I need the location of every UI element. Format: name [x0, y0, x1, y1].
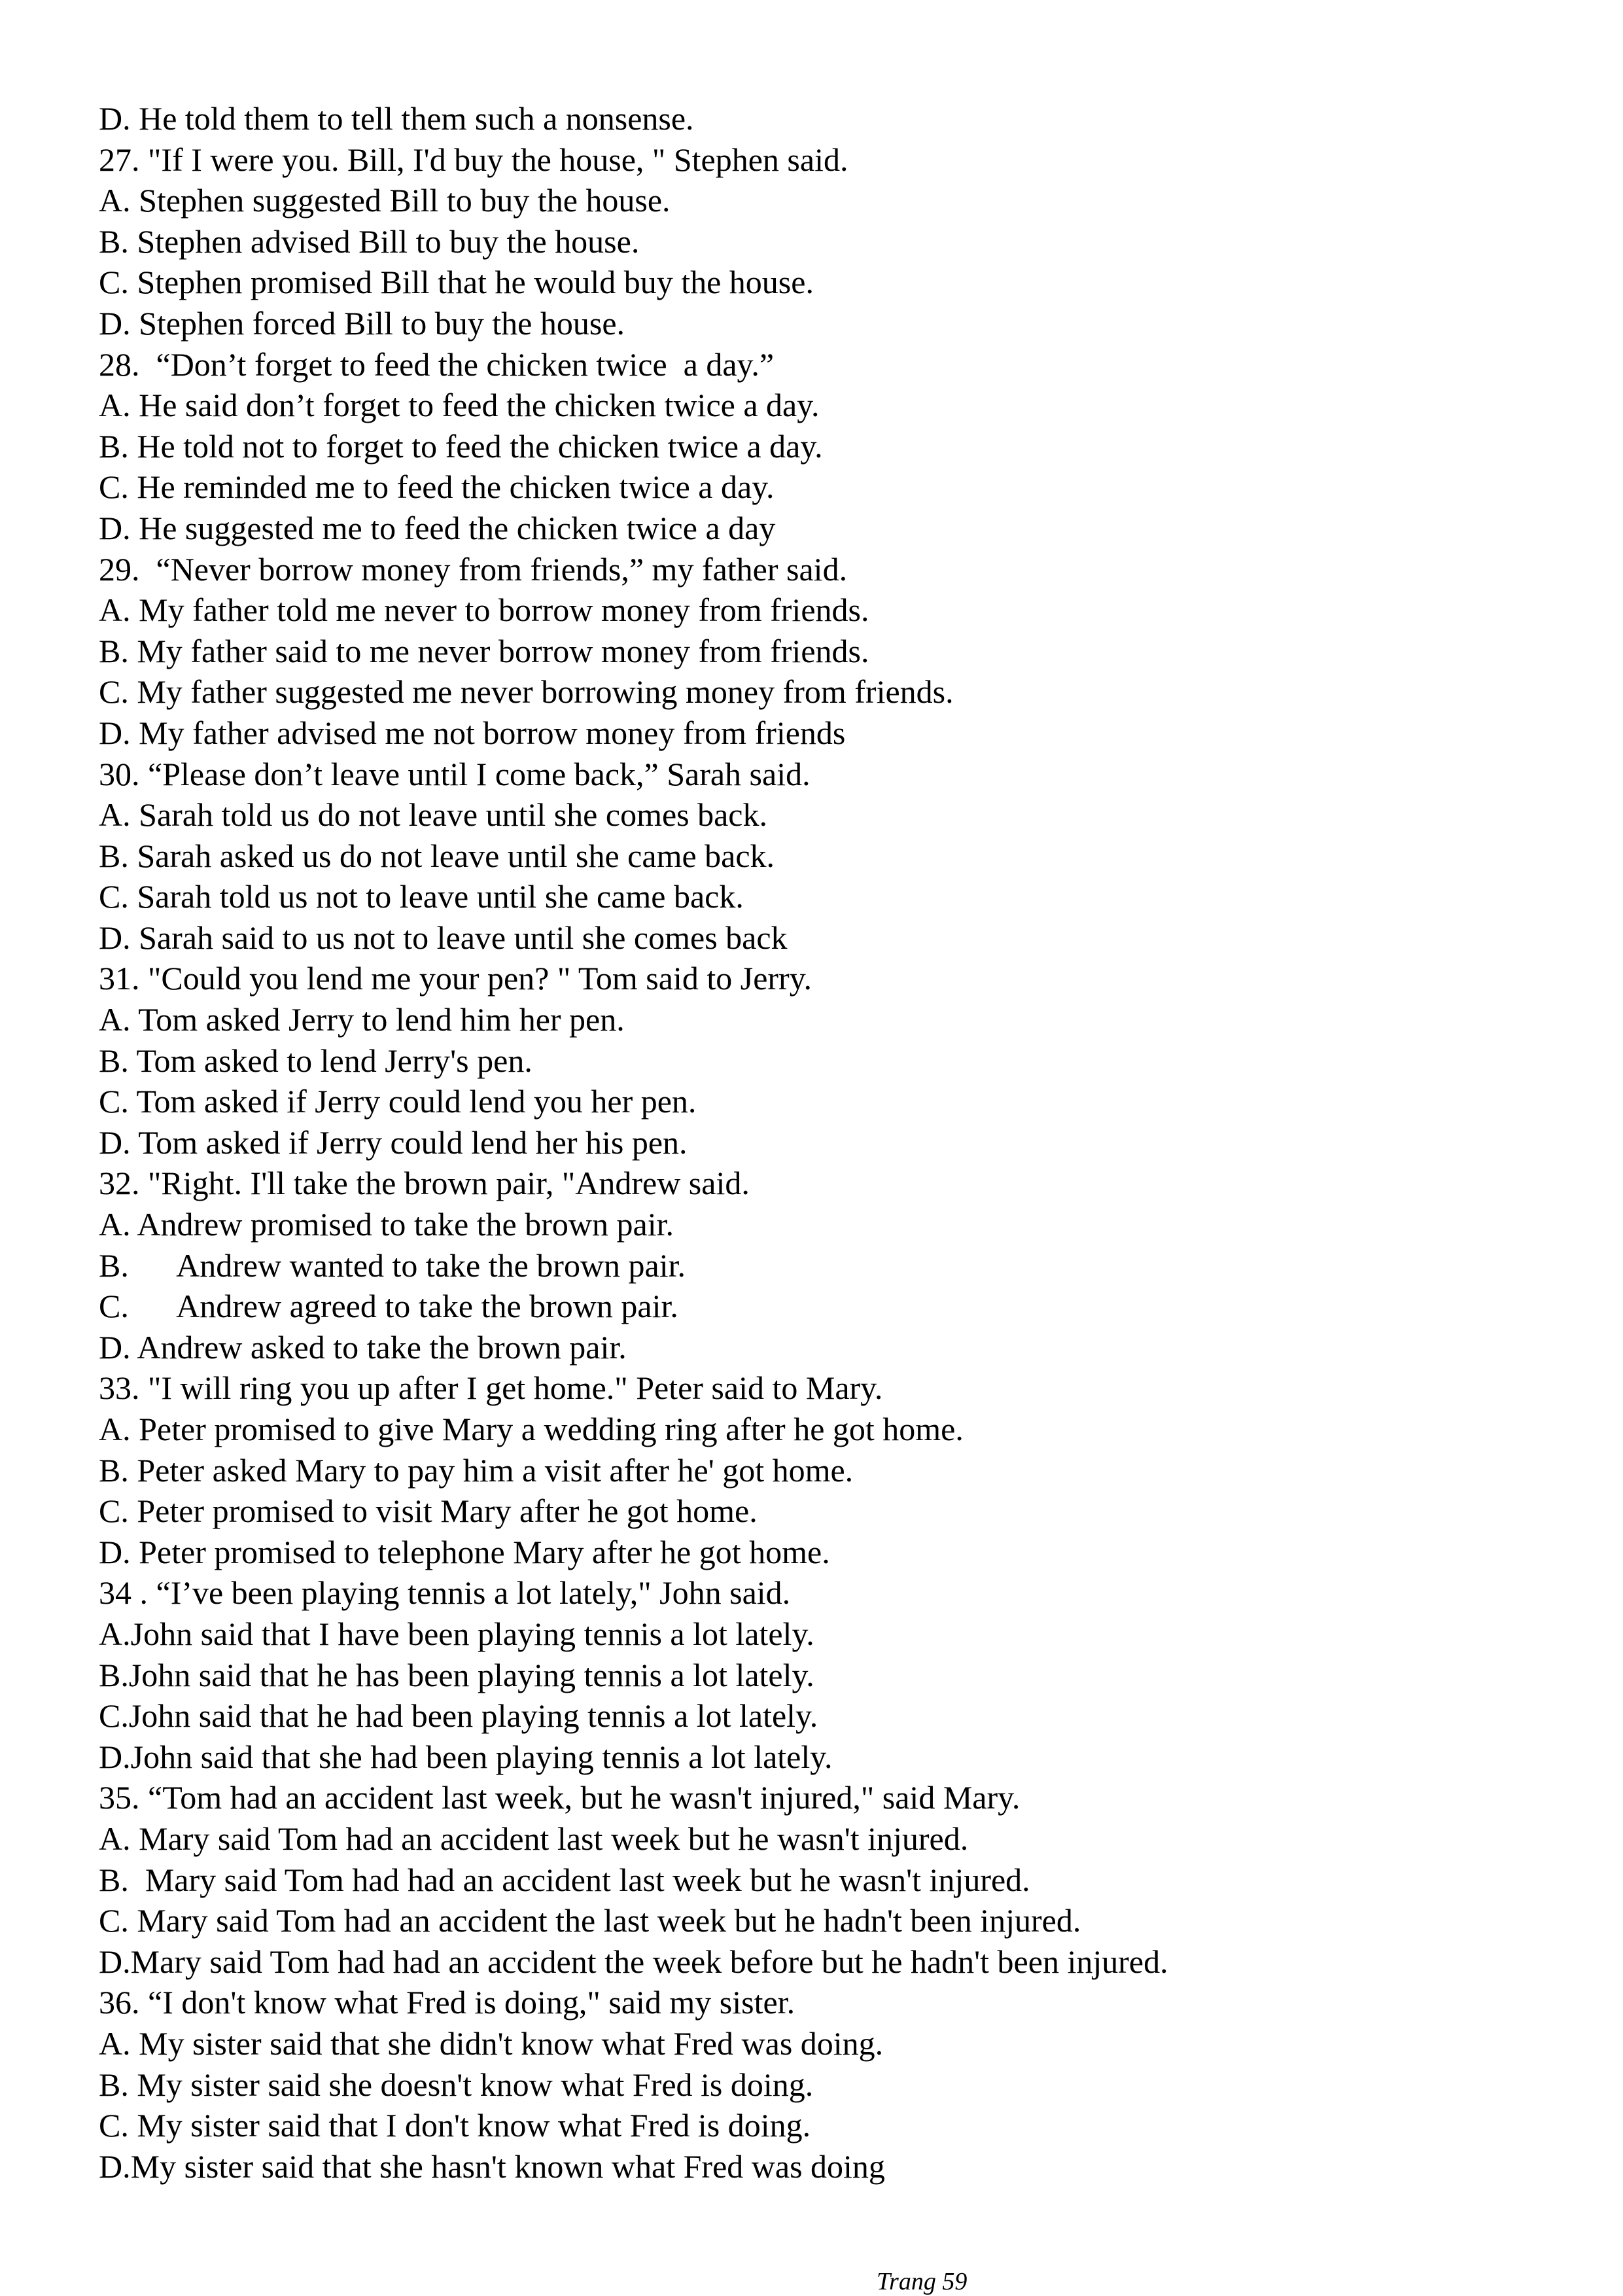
question-line: 32. "Right. I'll take the brown pair, "Andrew said.	[99, 1165, 750, 1202]
answer-option: A. Tom asked Jerry to lend him her pen.	[99, 1001, 625, 1038]
answer-option: C. My father suggested me never borrowing money from friends.	[99, 673, 954, 711]
answer-option: D. Stephen forced Bill to buy the house.	[99, 304, 625, 342]
answer-option: D. My father advised me not borrow money from friends	[99, 714, 846, 751]
answer-option: D.John said that she had been playing tennis a lot lately.	[99, 1738, 833, 1775]
answer-option: D. He told them to tell them such a nonsense.	[99, 100, 694, 137]
answer-option: A. Mary said Tom had an accident last week but he wasn't injured.	[99, 1820, 969, 1857]
answer-option: B. My father said to me never borrow money from friends.	[99, 632, 869, 669]
document-body	[99, 98, 1558, 2187]
answer-option: C. Mary said Tom had an accident the last week but he hadn't been injured.	[99, 1902, 1081, 1939]
answer-option: C. Sarah told us not to leave until she came back.	[99, 878, 744, 915]
answer-option: A. My father told me never to borrow money from friends.	[99, 592, 869, 629]
page-number: Trang 59	[877, 2268, 968, 2295]
answer-option: D. Andrew asked to take the brown pair.	[99, 1328, 627, 1366]
answer-option: B. Stephen advised Bill to buy the house.	[99, 222, 640, 260]
question-line: 28. “Don’t forget to feed the chicken twice a day.”	[99, 345, 775, 383]
answer-option: B. Mary said Tom had had an accident last week but he wasn't injured.	[99, 1861, 1030, 1898]
answer-option: C. He reminded me to feed the chicken twice a day.	[99, 468, 775, 506]
answer-option: D. He suggested me to feed the chicken twice a day	[99, 509, 776, 546]
answer-option: A.John said that I have been playing tennis a lot lately.	[99, 1615, 814, 1652]
answer-option: B. Peter asked Mary to pay him a visit after he' got home.	[99, 1451, 854, 1489]
answer-option: A. Stephen suggested Bill to buy the house.	[99, 182, 671, 219]
question-line: 36. “I don't know what Fred is doing," said my sister.	[99, 1984, 795, 2021]
question-line: 35. “Tom had an accident last week, but he wasn't injured," said Mary.	[99, 1779, 1021, 1816]
question-line: 34 . “I’ve been playing tennis a lot lately," John said.	[99, 1574, 791, 1612]
answer-option: D.My sister said that she hasn't known what Fred was doing	[99, 2147, 885, 2185]
answer-option: B. My sister said she doesn't know what Fred is doing.	[99, 2066, 814, 2103]
answer-option: C. Tom asked if Jerry could lend you her pen.	[99, 1083, 697, 1120]
answer-option: D.Mary said Tom had had an accident the week before but he hadn't been injured.	[99, 1943, 1168, 1980]
answer-option: D. Tom asked if Jerry could lend her his pen.	[99, 1123, 688, 1161]
answer-option: A. Sarah told us do not leave until she comes back.	[99, 796, 767, 834]
answer-option: A. He said don’t forget to feed the chicken twice a day.	[99, 387, 820, 424]
answer-option: B. Sarah asked us do not leave until she came back.	[99, 837, 775, 874]
answer-option: C. Andrew agreed to take the brown pair.	[99, 1288, 678, 1325]
answer-option: D. Sarah said to us not to leave until she comes back	[99, 919, 788, 956]
answer-option: C. My sister said that I don't know what Fred is doing.	[99, 2107, 811, 2144]
answer-option: A. My sister said that she didn't know what Fred was doing.	[99, 2024, 884, 2062]
question-line: 30. “Please don’t leave until I come back,” Sarah said.	[99, 755, 811, 792]
answer-option: B. He told not to forget to feed the chicken twice a day.	[99, 427, 823, 465]
answer-option: A. Peter promised to give Mary a wedding ring after he got home.	[99, 1411, 964, 1447]
question-line: 29. “Never borrow money from friends,” my father said.	[99, 550, 848, 588]
answer-option: D. Peter promised to telephone Mary after he got home.	[99, 1533, 830, 1570]
question-line: 33. "I will ring you up after I get home." Peter said to Mary.	[99, 1369, 883, 1407]
answer-option: C.John said that he had been playing tennis a lot lately.	[99, 1697, 818, 1735]
answer-option: C. Peter promised to visit Mary after he got home.	[99, 1492, 758, 1530]
answer-option: A. Andrew promised to take the brown pair.	[99, 1206, 674, 1243]
answer-option: B. Tom asked to lend Jerry's pen.	[99, 1042, 532, 1079]
answer-option: C. Stephen promised Bill that he would buy the house.	[99, 264, 814, 301]
question-line: 27. "If I were you. Bill, I'd buy the house, " Stephen said.	[99, 141, 848, 178]
answer-option: B. Andrew wanted to take the brown pair.	[99, 1246, 686, 1284]
question-line: 31. "Could you lend me your pen? " Tom said to Jerry.	[99, 960, 812, 997]
answer-option: B.John said that he has been playing tennis a lot lately.	[99, 1656, 814, 1693]
